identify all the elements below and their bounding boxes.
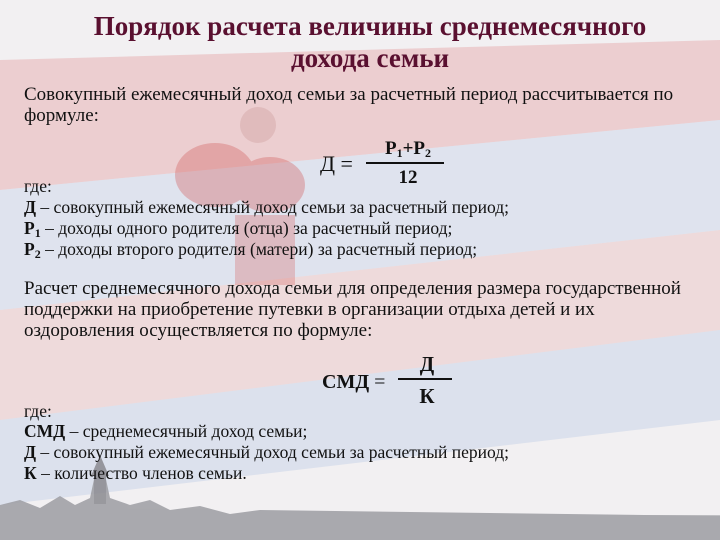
legend2-where: где:: [24, 401, 52, 421]
page-title: Порядок расчета величины среднемесячного дохода семьи: [93, 11, 647, 73]
legend1-term: [24, 239, 41, 259]
formula1-denominator: 12: [398, 167, 418, 188]
legend1-term: [24, 218, 41, 238]
legend1-term-letter: Р: [24, 239, 35, 259]
legend2-term: Д: [24, 442, 37, 462]
legend2-term: СМД: [24, 421, 66, 441]
legend1-term-sub: 2: [34, 247, 41, 261]
legend1-row: [24, 239, 704, 259]
legend1-text: – совокупный ежемесячный доход семьи за расчетный период;: [36, 197, 510, 217]
formula1-num-sub2: 2: [425, 146, 432, 160]
legend1-text: – доходы второго родителя (матери) за расчетный период;: [40, 239, 478, 259]
formula2-numerator: Д: [419, 352, 435, 376]
legend2-row: [24, 442, 704, 462]
formula1-num-sub1: 1: [396, 146, 403, 160]
legend2-text: – количество членов семьи.: [36, 463, 247, 483]
legend2-text: – среднемесячный доход семьи;: [65, 421, 308, 441]
legend1-term-sub: 1: [34, 226, 41, 240]
legend1-text: – доходы одного родителя (отца) за расчетный период;: [40, 218, 453, 238]
legend2-text: – совокупный ежемесячный доход семьи за расчетный период;: [36, 442, 510, 462]
legend1-row: [24, 218, 704, 238]
legend2-row: [24, 463, 704, 483]
formula1-numerator: [372, 138, 444, 160]
legend1-term-letter: Р: [24, 218, 35, 238]
intro-text: Совокупный ежемесячный доход семьи за расчетный период рассчитывается по формуле:: [24, 84, 674, 126]
formula1-num-p1: Р: [384, 138, 397, 159]
formula1-equals: =: [340, 151, 353, 176]
legend2-row: [24, 421, 704, 441]
legend1-term: Д: [24, 197, 37, 217]
paragraph2-text: Расчет среднемесячного дохода семьи для определения размера государственной поддержки на приобретение путевки в организации отдыха детей и их оздоровления осуществляется по формуле:: [24, 278, 681, 341]
formula2-fraction-bar: [398, 378, 452, 380]
formula1-lhs: [320, 152, 353, 176]
formula2-lhs-symbol: СМД: [322, 371, 370, 393]
formula2-denominator: К: [419, 384, 435, 408]
legend1-row: [24, 197, 704, 217]
legend1-where: где:: [24, 176, 52, 196]
formula2-lhs: [322, 370, 385, 394]
legend2-term: К: [24, 463, 37, 483]
formula2-equals: =: [374, 371, 386, 393]
formula1-num-plus: +Р: [402, 138, 426, 159]
formula1-fraction-bar: [366, 162, 444, 164]
formula1-lhs-symbol: Д: [320, 151, 336, 176]
